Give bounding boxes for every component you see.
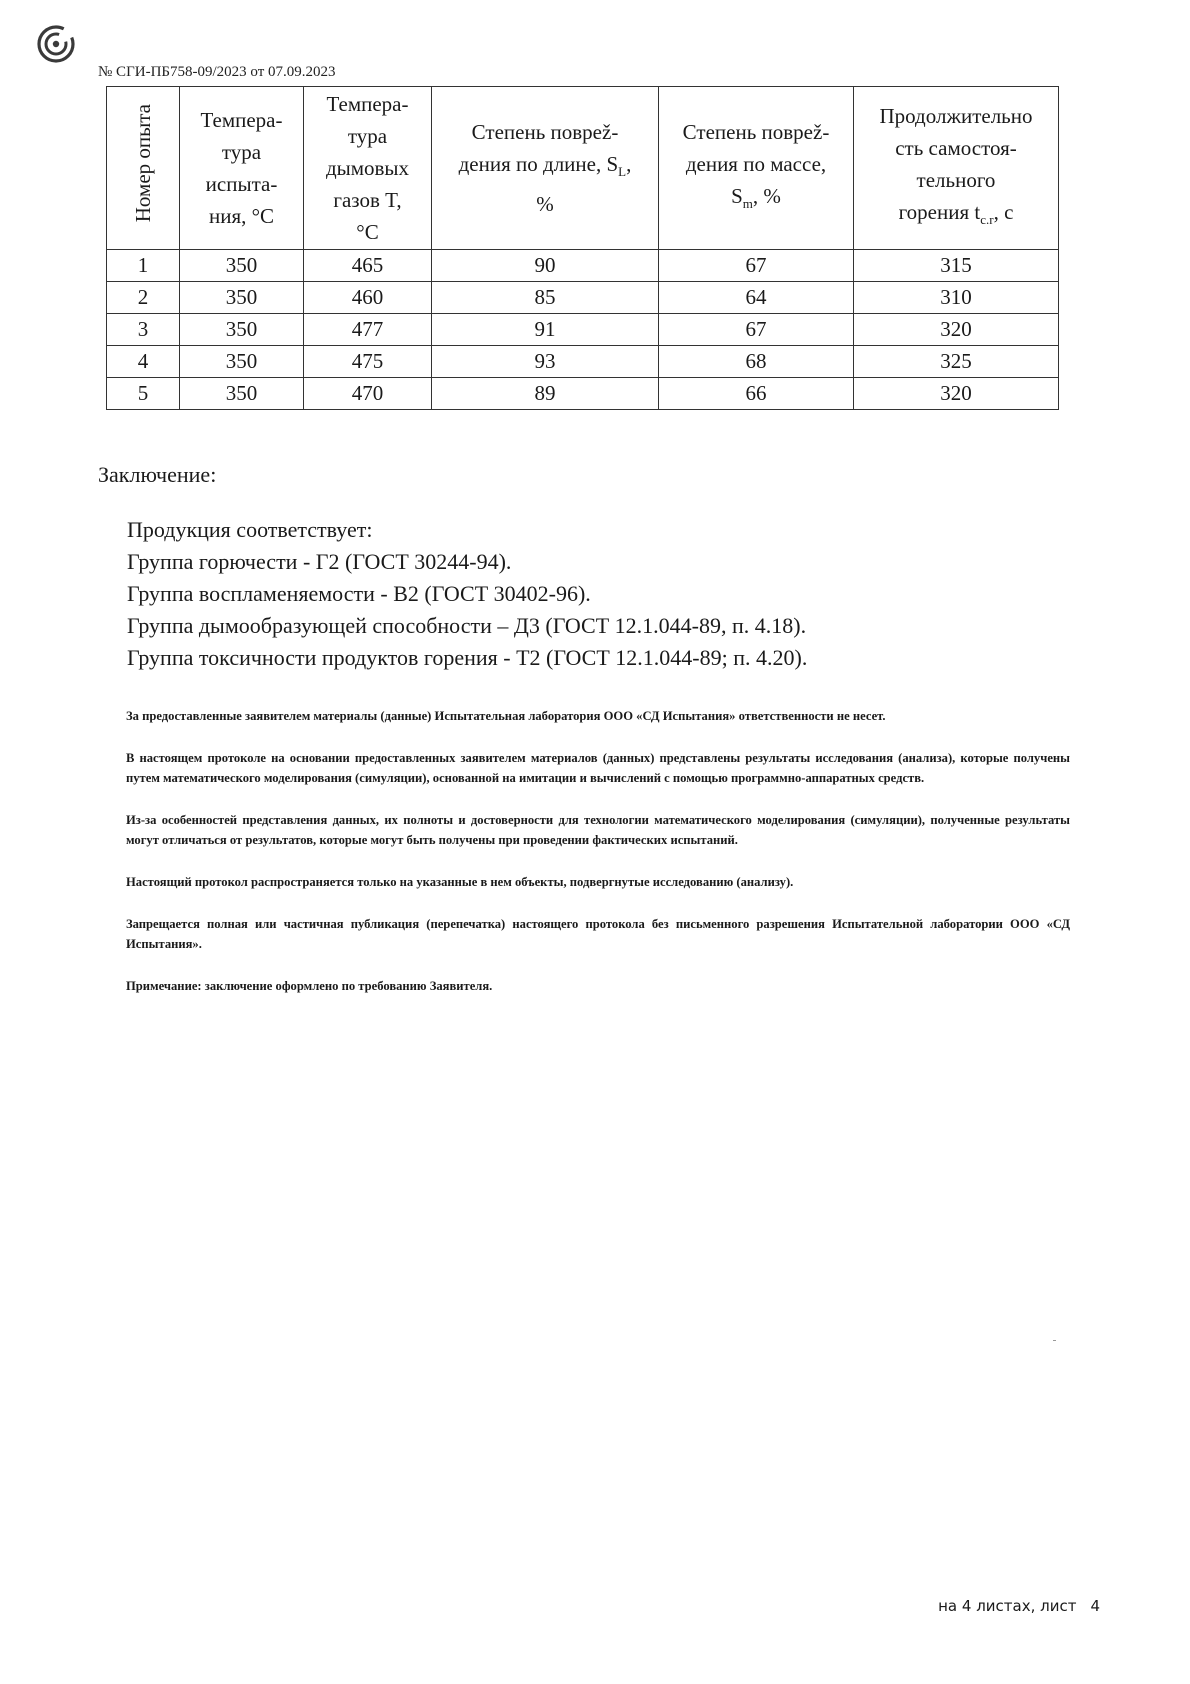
- cell-gas-temperature: 477: [304, 314, 432, 346]
- cell-damage-mass: 64: [659, 282, 854, 314]
- page-footer: [938, 1597, 1100, 1615]
- conclusion-item: Группа горючести - Г2 (ГОСТ 30244-94).: [127, 549, 512, 574]
- cell-test-number: 5: [107, 378, 180, 410]
- table-row: [107, 282, 1059, 314]
- cell-damage-mass: 66: [659, 378, 854, 410]
- conclusion-item: Продукция соответствует:: [127, 517, 373, 542]
- col-header-damage-mass: Степень поврež- дения по массе, $S_m$, %: [659, 87, 854, 250]
- page-number: 4: [1090, 1597, 1100, 1615]
- cell-test-number: 1: [107, 250, 180, 282]
- cell-test-temperature: 350: [180, 378, 304, 410]
- cell-damage-mass: 68: [659, 346, 854, 378]
- table-row: [107, 378, 1059, 410]
- cell-test-temperature: 350: [180, 314, 304, 346]
- conclusion-item: Группа дымообразующей способности – Д3 (ГОСТ 12.1.044-89, п. 4.18).: [127, 613, 807, 638]
- conclusion-list: [127, 514, 807, 674]
- cell-burn-duration: 315: [854, 250, 1059, 282]
- test-results-table: [106, 86, 1059, 410]
- cell-damage-length: 91: [432, 314, 659, 346]
- table-header-row: [107, 87, 1059, 250]
- disclaimer-note: В настоящем протоколе на основании предоставленных заявителем материалов (данных) представлены результаты исследования (анализа), которые получены путем математического моделирования (симуляции), основанной на имитации и вычислений с помощью программно-аппаратных средств.: [126, 751, 1070, 785]
- document-number: № СГИ-ПБ758-09/2023 от 07.09.2023: [98, 64, 336, 80]
- col-header-damage-length: Степень поврež- дения по длине, $S_L$, %: [432, 87, 659, 250]
- disclaimer-note: Из-за особенностей представления данных, их полноты и достоверности для технологии математического моделирования (симуляции), полученные результаты могут отличаться от результатов, которые могут быть получены при проведении фактических испытаний.: [126, 813, 1070, 847]
- cell-damage-mass: 67: [659, 250, 854, 282]
- disclaimer-note: Запрещается полная или частичная публикация (перепечатка) настоящего протокола без письменного разрешения Испытательной лаборатории ООО «СД Испытания».: [126, 917, 1070, 951]
- col-header-test-temperature: Темпера- тура испыта- ния, °С: [180, 87, 304, 250]
- cell-gas-temperature: 475: [304, 346, 432, 378]
- cell-test-temperature: 350: [180, 250, 304, 282]
- cell-test-number: 4: [107, 346, 180, 378]
- col-header-burn-duration: Продолжительно сть самостоя- тельного горения $t_{c.r}$, с: [854, 87, 1059, 250]
- conclusion-item: Группа воспламеняемости - В2 (ГОСТ 30402-96).: [127, 581, 591, 606]
- scan-artifact: [1053, 1340, 1056, 1341]
- cell-burn-duration: 320: [854, 314, 1059, 346]
- table-row: [107, 314, 1059, 346]
- cell-gas-temperature: 465: [304, 250, 432, 282]
- cell-burn-duration: 325: [854, 346, 1059, 378]
- col-header-test-number: [107, 87, 180, 250]
- cell-damage-length: 90: [432, 250, 659, 282]
- cell-damage-length: 85: [432, 282, 659, 314]
- cell-test-temperature: 350: [180, 282, 304, 314]
- table-row: [107, 346, 1059, 378]
- cell-damage-mass: 67: [659, 314, 854, 346]
- cell-test-temperature: 350: [180, 346, 304, 378]
- conclusion-heading: Заключение:: [98, 462, 217, 487]
- cell-test-number: 2: [107, 282, 180, 314]
- disclaimer-note: За предоставленные заявителем материалы (данные) Испытательная лаборатория ООО «СД Испытания» ответственности не несет.: [126, 709, 886, 723]
- cell-test-number: 3: [107, 314, 180, 346]
- cell-gas-temperature: 470: [304, 378, 432, 410]
- disclaimer-note: Настоящий протокол распространяется только на указанные в нем объекты, подвергнутые исследованию (анализу).: [126, 875, 794, 889]
- concentric-circles-logo-icon: [36, 24, 76, 64]
- disclaimer-notes: [126, 706, 1070, 1018]
- col-header-label: Номер опыта: [131, 104, 155, 223]
- table-row: [107, 250, 1059, 282]
- remark-note: Примечание: заключение оформлено по требованию Заявителя.: [126, 979, 493, 993]
- page-count-label: на 4 листах, лист: [938, 1597, 1077, 1615]
- cell-gas-temperature: 460: [304, 282, 432, 314]
- cell-burn-duration: 310: [854, 282, 1059, 314]
- cell-burn-duration: 320: [854, 378, 1059, 410]
- col-header-gas-temperature: Темпера- тура дымовых газов T, °С: [304, 87, 432, 250]
- conclusion-item: Группа токсичности продуктов горения - Т2 (ГОСТ 12.1.044-89; п. 4.20).: [127, 645, 808, 670]
- cell-damage-length: 93: [432, 346, 659, 378]
- cell-damage-length: 89: [432, 378, 659, 410]
